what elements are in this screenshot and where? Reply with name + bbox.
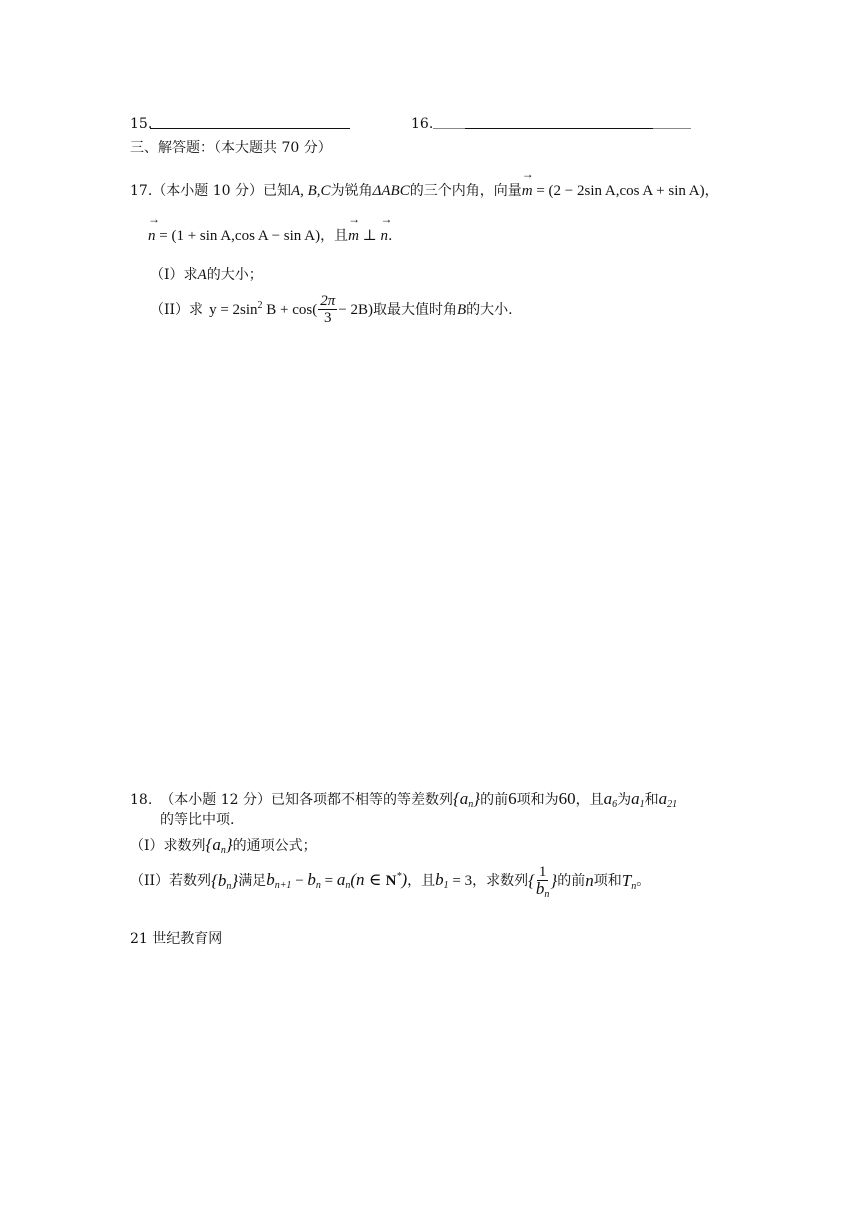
q17-text: 已知 bbox=[262, 183, 291, 199]
fraction-denominator: 3 bbox=[324, 310, 332, 326]
q18-number: 18. bbox=[130, 792, 153, 808]
expr-part: B + cos( bbox=[262, 301, 318, 318]
b-sub: n bbox=[315, 880, 321, 891]
q18-part2 bbox=[130, 864, 651, 900]
b-sub: n+1 bbox=[274, 880, 292, 891]
vector-m: → m bbox=[522, 181, 533, 201]
q18-text: 已知各项都不相等的等差数列 bbox=[270, 792, 453, 808]
q17-angle-vars: A, B,C bbox=[290, 183, 331, 199]
b-sub: 1 bbox=[443, 880, 449, 891]
seq-close: } bbox=[225, 835, 233, 854]
expr-part: − 2B) bbox=[338, 301, 373, 318]
q17-part2 bbox=[150, 293, 513, 326]
q17-part1-text: 的大小； bbox=[206, 267, 263, 283]
seq-b-sub: n bbox=[226, 880, 232, 892]
q18-text: 的前 bbox=[480, 792, 509, 808]
a-main: a bbox=[603, 789, 613, 808]
T-main: T bbox=[621, 870, 632, 890]
natural-numbers-symbol: N bbox=[385, 873, 397, 889]
seq-b-main: {b bbox=[211, 870, 227, 890]
equals-sign: = bbox=[320, 873, 337, 889]
section-heading: 三、解答题：（本大题共 70 分） bbox=[130, 140, 332, 156]
b1-value: = 3 bbox=[448, 873, 473, 889]
number-six: 6 bbox=[508, 789, 517, 808]
perpendicular-symbol: ⊥ bbox=[358, 228, 381, 244]
b-main: b bbox=[435, 870, 444, 889]
q18-text: 满足 bbox=[238, 872, 267, 889]
source-watermark-text: 21 世纪教育网 bbox=[130, 931, 223, 947]
q18-text: ，且 bbox=[407, 872, 436, 889]
term-a21 bbox=[659, 789, 678, 808]
q15-answer-blank bbox=[150, 128, 350, 129]
minus-sign: − bbox=[291, 873, 308, 889]
seq-a-main: {a bbox=[205, 835, 221, 854]
star-superscript: * bbox=[396, 871, 402, 882]
q17-part1-var: A bbox=[197, 267, 207, 283]
expr-part: y = 2sin bbox=[209, 301, 258, 318]
q18-text: 的前 bbox=[557, 872, 586, 889]
q16-answer-blank bbox=[465, 128, 653, 129]
seq-close: } bbox=[231, 870, 239, 890]
seq-a-main: {a bbox=[452, 789, 469, 808]
q18-text: 和 bbox=[644, 792, 659, 808]
b-sub: n bbox=[544, 889, 550, 900]
q17-part1-label: （I）求 bbox=[150, 267, 198, 283]
q15-label: 15. bbox=[130, 116, 153, 132]
a-sub: 1 bbox=[639, 799, 645, 810]
fraction-numerator: 1 bbox=[538, 864, 547, 880]
seq-close: } bbox=[473, 789, 481, 808]
T-sub: n bbox=[631, 880, 637, 892]
q18-part1-text: 的通项公式； bbox=[232, 838, 317, 854]
term-a6 bbox=[604, 789, 618, 808]
term-a1 bbox=[631, 789, 645, 808]
q17-part2-text: 的大小. bbox=[466, 301, 513, 318]
b-main: b bbox=[535, 879, 545, 898]
q18-text: ，求数列 bbox=[472, 872, 529, 889]
q17-triangle: ΔABC bbox=[372, 183, 410, 199]
seq-a-sub: n bbox=[468, 799, 474, 810]
q18-statement-line1 bbox=[130, 789, 677, 810]
q17-text: 为锐角 bbox=[330, 183, 373, 199]
q17-text: ， bbox=[704, 183, 719, 199]
domain-close: ) bbox=[401, 870, 408, 889]
domain-open: (n ∈ bbox=[350, 870, 386, 889]
q17-number: 17. bbox=[130, 183, 153, 199]
var-n: n bbox=[585, 870, 594, 890]
seq-a-sub: n bbox=[220, 845, 226, 856]
number-sixty: 60 bbox=[558, 789, 576, 808]
q17-text: 的三个内角，向量 bbox=[409, 183, 522, 199]
a-main: a bbox=[658, 789, 668, 808]
vector-n: → n bbox=[381, 226, 389, 246]
q17-statement-line2 bbox=[148, 226, 392, 246]
q18-text: 项和为 bbox=[516, 792, 559, 808]
b-main: b bbox=[307, 870, 316, 889]
q17-part1 bbox=[150, 265, 263, 285]
vector-n-definition: = (1 + sin A,cos A − sin A) bbox=[155, 228, 321, 244]
q18-part1-label: （I）求数列 bbox=[130, 838, 206, 854]
expr-exponent: 2 bbox=[257, 299, 263, 311]
q17-fraction bbox=[318, 293, 337, 326]
seq-reciprocal: { bbox=[528, 870, 535, 890]
a-main: a bbox=[336, 870, 346, 889]
seq-b bbox=[211, 871, 238, 891]
seq-a bbox=[453, 789, 480, 808]
reciprocal-fraction bbox=[535, 864, 550, 900]
a-sub: 6 bbox=[612, 799, 618, 810]
q17-part2-label: （II）求 bbox=[150, 301, 204, 318]
fraction-numerator: 2π bbox=[320, 293, 336, 309]
q18-part2-label: （II）若数列 bbox=[130, 872, 212, 889]
sum-T bbox=[622, 871, 636, 891]
a-sub: n bbox=[345, 880, 351, 891]
vector-m-definition: = (2 − 2sin A,cos A + sin A) bbox=[532, 183, 705, 199]
recurrence bbox=[266, 870, 407, 891]
q17-text: . bbox=[388, 228, 393, 244]
q18-text: 为 bbox=[617, 792, 632, 808]
q17-score: （本小题 10 分） bbox=[152, 183, 263, 199]
q18-text: 项和 bbox=[593, 872, 622, 889]
seq-close: } bbox=[550, 870, 558, 890]
q18-text: ，且 bbox=[575, 792, 604, 808]
q17-text: ，且 bbox=[320, 228, 349, 244]
q17-part2-expression bbox=[209, 300, 317, 320]
vector-m: → m bbox=[348, 226, 359, 246]
initial-b1 bbox=[435, 870, 472, 891]
q18-score: （本小题 12 分） bbox=[160, 792, 271, 808]
b-main: b bbox=[266, 870, 275, 889]
q18-part1 bbox=[130, 835, 317, 856]
q18-text: 。 bbox=[636, 872, 651, 889]
q16-label: 16. bbox=[411, 116, 434, 132]
seq-a bbox=[206, 835, 233, 854]
q18-statement-line2: 的等比中项. bbox=[160, 812, 235, 828]
a-sub: 21 bbox=[667, 799, 678, 810]
a-main: a bbox=[631, 789, 640, 808]
vector-n: → n bbox=[148, 226, 156, 246]
q17-part2-var: B bbox=[456, 301, 467, 318]
q17-part2-text: 取最大值时角 bbox=[372, 301, 457, 318]
q17-statement-line1 bbox=[130, 181, 719, 201]
